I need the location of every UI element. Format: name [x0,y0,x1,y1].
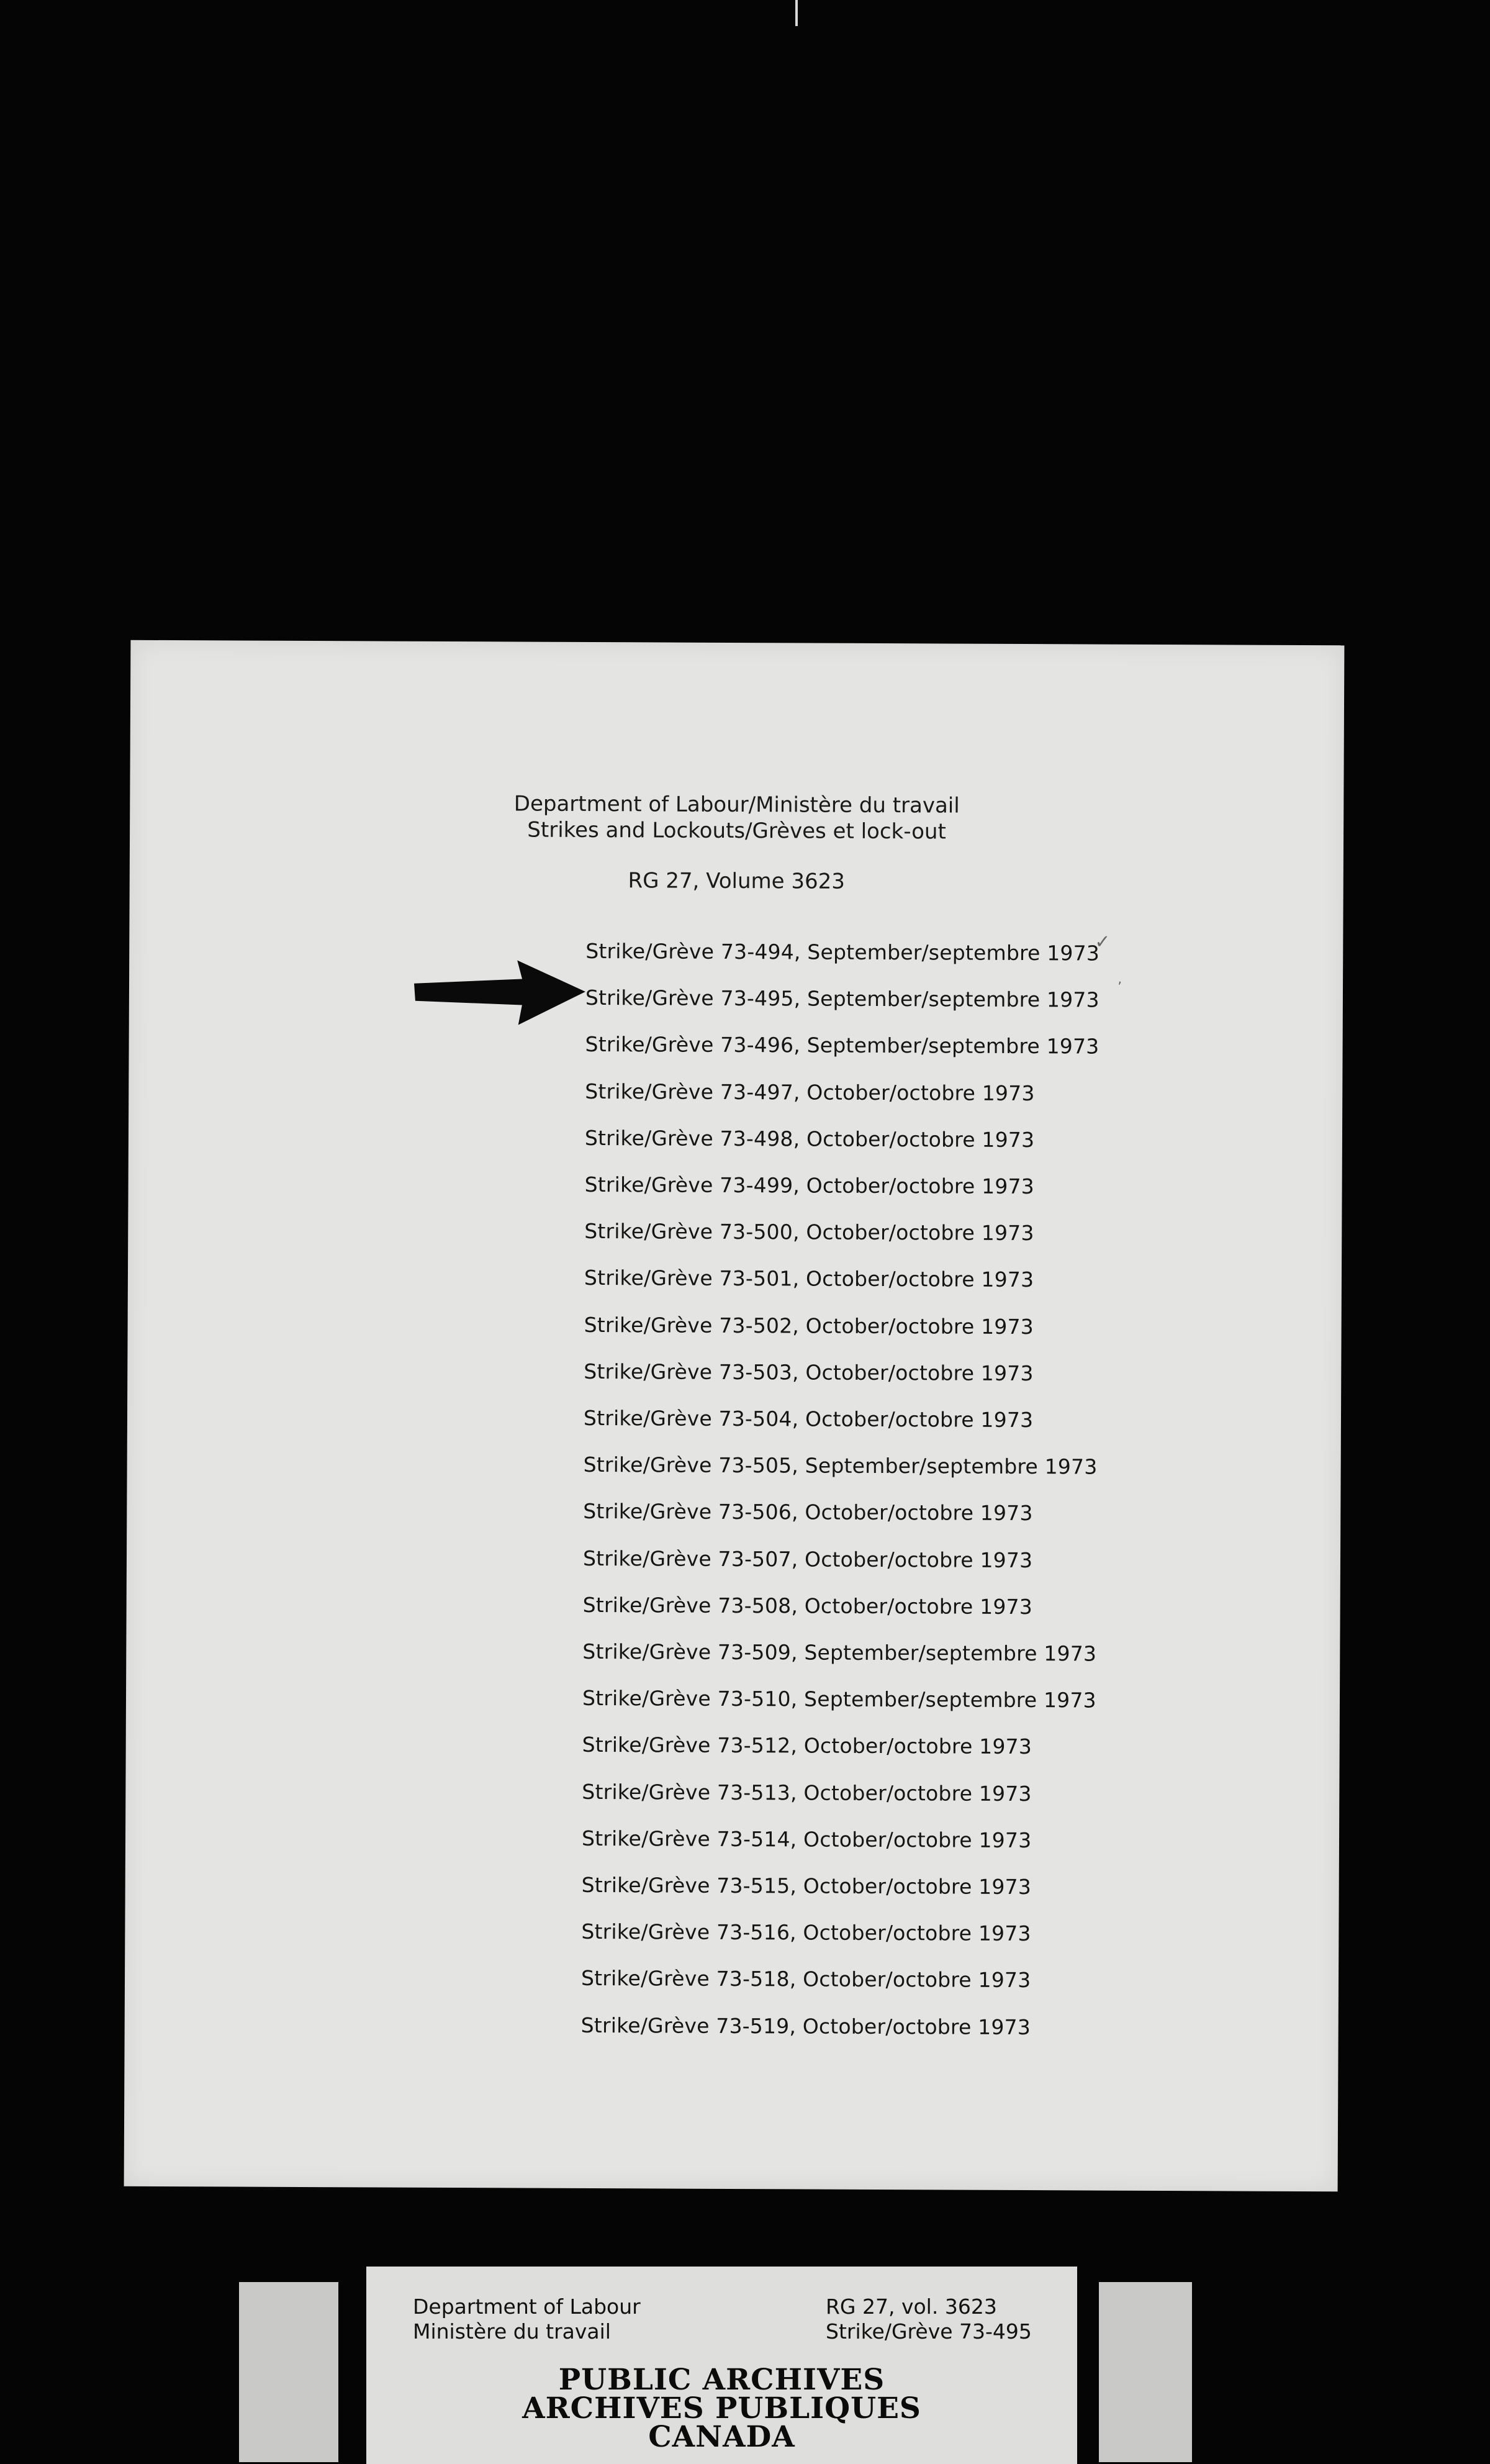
list-item: Strike/Grève 73-500, October/octobre 1973 [584,1219,1034,1246]
list-item: Strike/Grève 73-515, October/octobre 1973 [581,1872,1032,1900]
list-item: Strike/Grève 73-508, October/octobre 1973 [582,1592,1033,1619]
list-item: Strike/Grève 73-494, September/septembre 1973 [585,938,1100,966]
list-item: Strike/Grève 73-514, October/octobre 1973 [581,1826,1032,1852]
check-mark-icon: ✓ [1095,931,1111,953]
label-dept-fr: Ministère du travail [413,2319,611,2344]
list-item: Strike/Grève 73-518, October/octobre 1973 [580,1966,1031,1993]
list-item: Strike/Grève 73-510, September/septembre 1973 [582,1686,1096,1713]
volume-reference: RG 27, Volume 3623 [628,868,846,894]
list-item: Strike/Grève 73-496, September/septembre 1973 [585,1032,1099,1059]
label-tab-right [1099,2282,1192,2462]
pointer-arrow-icon [412,960,585,1025]
document-header [130,789,1344,897]
subject-title: Strikes and Lockouts/Grèves et lock-out [527,817,946,845]
document-page [124,640,1345,2192]
list-item: Strike/Grève 73-506, October/octobre 1973 [583,1499,1033,1526]
list-item: Strike/Grève 73-509, September/septembre 1973 [582,1639,1097,1666]
film-scratch [795,0,798,26]
list-item: Strike/Grève 73-498, October/octobre 1973 [584,1125,1035,1152]
label-department [413,2294,641,2344]
list-item: Strike/Grève 73-503, October/octobre 1973 [584,1359,1034,1385]
list-item: Strike/Grève 73-505, September/septembre 1973 [583,1452,1098,1479]
list-item: Strike/Grève 73-512, October/octobre 1973 [582,1732,1032,1759]
label-ref: RG 27, vol. 3623 [826,2294,997,2319]
stamp-line: CANADA [648,2420,795,2454]
list-item: Strike/Grève 73-497, October/octobre 1973 [585,1079,1035,1105]
label-dept-en: Department of Labour [413,2294,641,2319]
label-tab-left [239,2282,338,2462]
pencil-mark-icon: ʼ [1117,979,1122,995]
list-item: Strike/Grève 73-499, October/octobre 1973 [584,1172,1034,1199]
stamp-line: ARCHIVES PUBLIQUES [522,2391,921,2426]
list-item: Strike/Grève 73-502, October/octobre 1973 [584,1312,1034,1339]
list-item: Strike/Grève 73-507, October/octobre 1973 [582,1546,1033,1572]
strike-file-list [581,928,1100,2050]
list-item: Strike/Grève 73-519, October/octobre 1973 [580,2013,1031,2039]
list-item: Strike/Grève 73-513, October/octobre 1973 [582,1779,1032,1806]
label-file: Strike/Grève 73-495 [826,2319,1032,2344]
archives-stamp [366,2363,1077,2454]
list-item: Strike/Grève 73-495, September/septembre 1973 [585,985,1099,1012]
department-title: Department of Labour/Ministère du travail [513,791,960,818]
label-reference [826,2294,1032,2344]
list-item: Strike/Grève 73-501, October/octobre 1973 [584,1266,1034,1292]
archive-label [366,2267,1077,2464]
list-item: Strike/Grève 73-516, October/octobre 1973 [581,1919,1031,1946]
stamp-line: PUBLIC ARCHIVES [558,2363,885,2397]
list-item: Strike/Grève 73-504, October/octobre 1973 [583,1405,1034,1433]
